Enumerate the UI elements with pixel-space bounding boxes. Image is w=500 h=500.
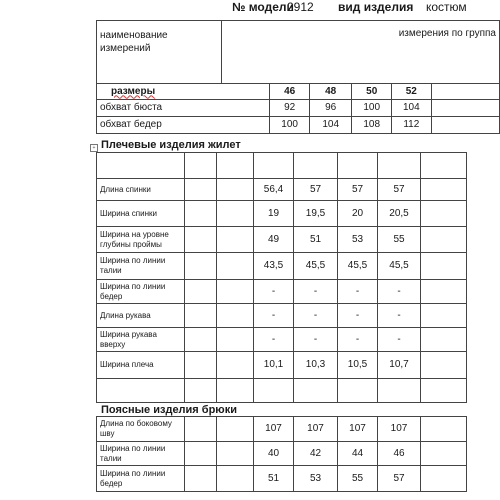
value-cell: 51 <box>254 466 294 492</box>
sizes-label: размеры <box>111 85 156 97</box>
value-cell: 100 <box>270 117 310 134</box>
value-cell: 57 <box>338 179 378 201</box>
row-label: Длина спинки <box>97 179 185 201</box>
table-row <box>97 442 467 466</box>
row-label: Ширина по линии талии <box>97 253 185 280</box>
size-table-title: наименование измерений <box>97 21 222 84</box>
value-cell: 108 <box>352 117 392 134</box>
value-cell: - <box>338 328 378 352</box>
size-cell: 50 <box>352 84 392 100</box>
size-group-label: измерения по группа <box>221 21 499 84</box>
table-row <box>97 179 467 201</box>
value-cell: 44 <box>338 442 378 466</box>
value-cell: - <box>294 280 338 304</box>
value-cell: 55 <box>338 466 378 492</box>
value-cell: 10,1 <box>254 352 294 379</box>
table-row <box>97 280 467 304</box>
value-cell: - <box>294 304 338 328</box>
row-label: Ширина по линии бедер <box>97 280 185 304</box>
value-cell: - <box>338 304 378 328</box>
shoulder-section-title: Плечевые изделия жилет <box>101 139 241 151</box>
value-cell: 53 <box>338 227 378 253</box>
table-row <box>97 227 467 253</box>
value-cell: 107 <box>378 417 421 442</box>
value-cell: - <box>378 280 421 304</box>
value-cell: 42 <box>294 442 338 466</box>
value-cell: - <box>378 304 421 328</box>
model-number: 2912 <box>287 0 314 14</box>
value-cell: 46 <box>378 442 421 466</box>
size-cell: 48 <box>309 84 352 100</box>
value-cell: 107 <box>338 417 378 442</box>
size-cell: 46 <box>270 84 310 100</box>
value-cell: 20 <box>338 201 378 227</box>
row-label: Длина рукава <box>97 304 185 328</box>
model-label: № модели <box>232 0 294 14</box>
table-row <box>97 201 467 227</box>
row-label: Длина по боковому шву <box>97 417 185 442</box>
document-header <box>0 0 500 20</box>
value-cell: 56,4 <box>254 179 294 201</box>
value-cell: 96 <box>309 100 352 117</box>
value-cell: 92 <box>270 100 310 117</box>
value-cell: 107 <box>254 417 294 442</box>
value-cell: - <box>338 280 378 304</box>
table-row <box>97 253 467 280</box>
waist-section-title: Поясные изделия брюки <box>101 404 237 416</box>
value-cell: 57 <box>378 179 421 201</box>
value-cell: - <box>254 304 294 328</box>
value-cell: 104 <box>309 117 352 134</box>
value-cell: - <box>254 280 294 304</box>
size-table <box>96 20 500 134</box>
value-cell: 57 <box>378 466 421 492</box>
type-label: вид изделия <box>338 0 414 14</box>
waist-measurements-table <box>96 416 467 492</box>
value-cell: 100 <box>352 100 392 117</box>
value-cell: 49 <box>254 227 294 253</box>
value-cell: 43,5 <box>254 253 294 280</box>
value-cell: 51 <box>294 227 338 253</box>
table-row <box>97 328 467 352</box>
value-cell: 53 <box>294 466 338 492</box>
row-label: обхват бюста <box>97 100 270 117</box>
table-row <box>97 117 500 134</box>
type-value: костюм <box>426 0 467 14</box>
row-label: обхват бедер <box>97 117 270 134</box>
table-row <box>97 100 500 117</box>
value-cell: 10,3 <box>294 352 338 379</box>
value-cell: 20,5 <box>378 201 421 227</box>
table-row <box>97 417 467 442</box>
value-cell: 10,5 <box>338 352 378 379</box>
value-cell: 45,5 <box>294 253 338 280</box>
row-label: Ширина на уровне глубины проймы <box>97 227 185 253</box>
shoulder-measurements-table <box>96 152 467 403</box>
row-label: Ширина спинки <box>97 201 185 227</box>
value-cell: 45,5 <box>378 253 421 280</box>
size-cell: 52 <box>392 84 432 100</box>
row-label: Ширина по линии талии <box>97 442 185 466</box>
value-cell: 10,7 <box>378 352 421 379</box>
value-cell: 19 <box>254 201 294 227</box>
table-row <box>97 466 467 492</box>
table-row <box>97 304 467 328</box>
value-cell: 40 <box>254 442 294 466</box>
value-cell: 107 <box>294 417 338 442</box>
value-cell: - <box>254 328 294 352</box>
value-cell: 55 <box>378 227 421 253</box>
row-label: Ширина рукава вверху <box>97 328 185 352</box>
value-cell: 19,5 <box>294 201 338 227</box>
value-cell: 57 <box>294 179 338 201</box>
sizes-row <box>97 84 500 100</box>
row-label: Ширина плеча <box>97 352 185 379</box>
value-cell: 45,5 <box>338 253 378 280</box>
value-cell: - <box>294 328 338 352</box>
value-cell: 104 <box>392 100 432 117</box>
table-row <box>97 352 467 379</box>
value-cell: 112 <box>392 117 432 134</box>
row-label: Ширина по линии бедер <box>97 466 185 492</box>
table-anchor-icon[interactable]: + <box>90 144 98 152</box>
value-cell: - <box>378 328 421 352</box>
